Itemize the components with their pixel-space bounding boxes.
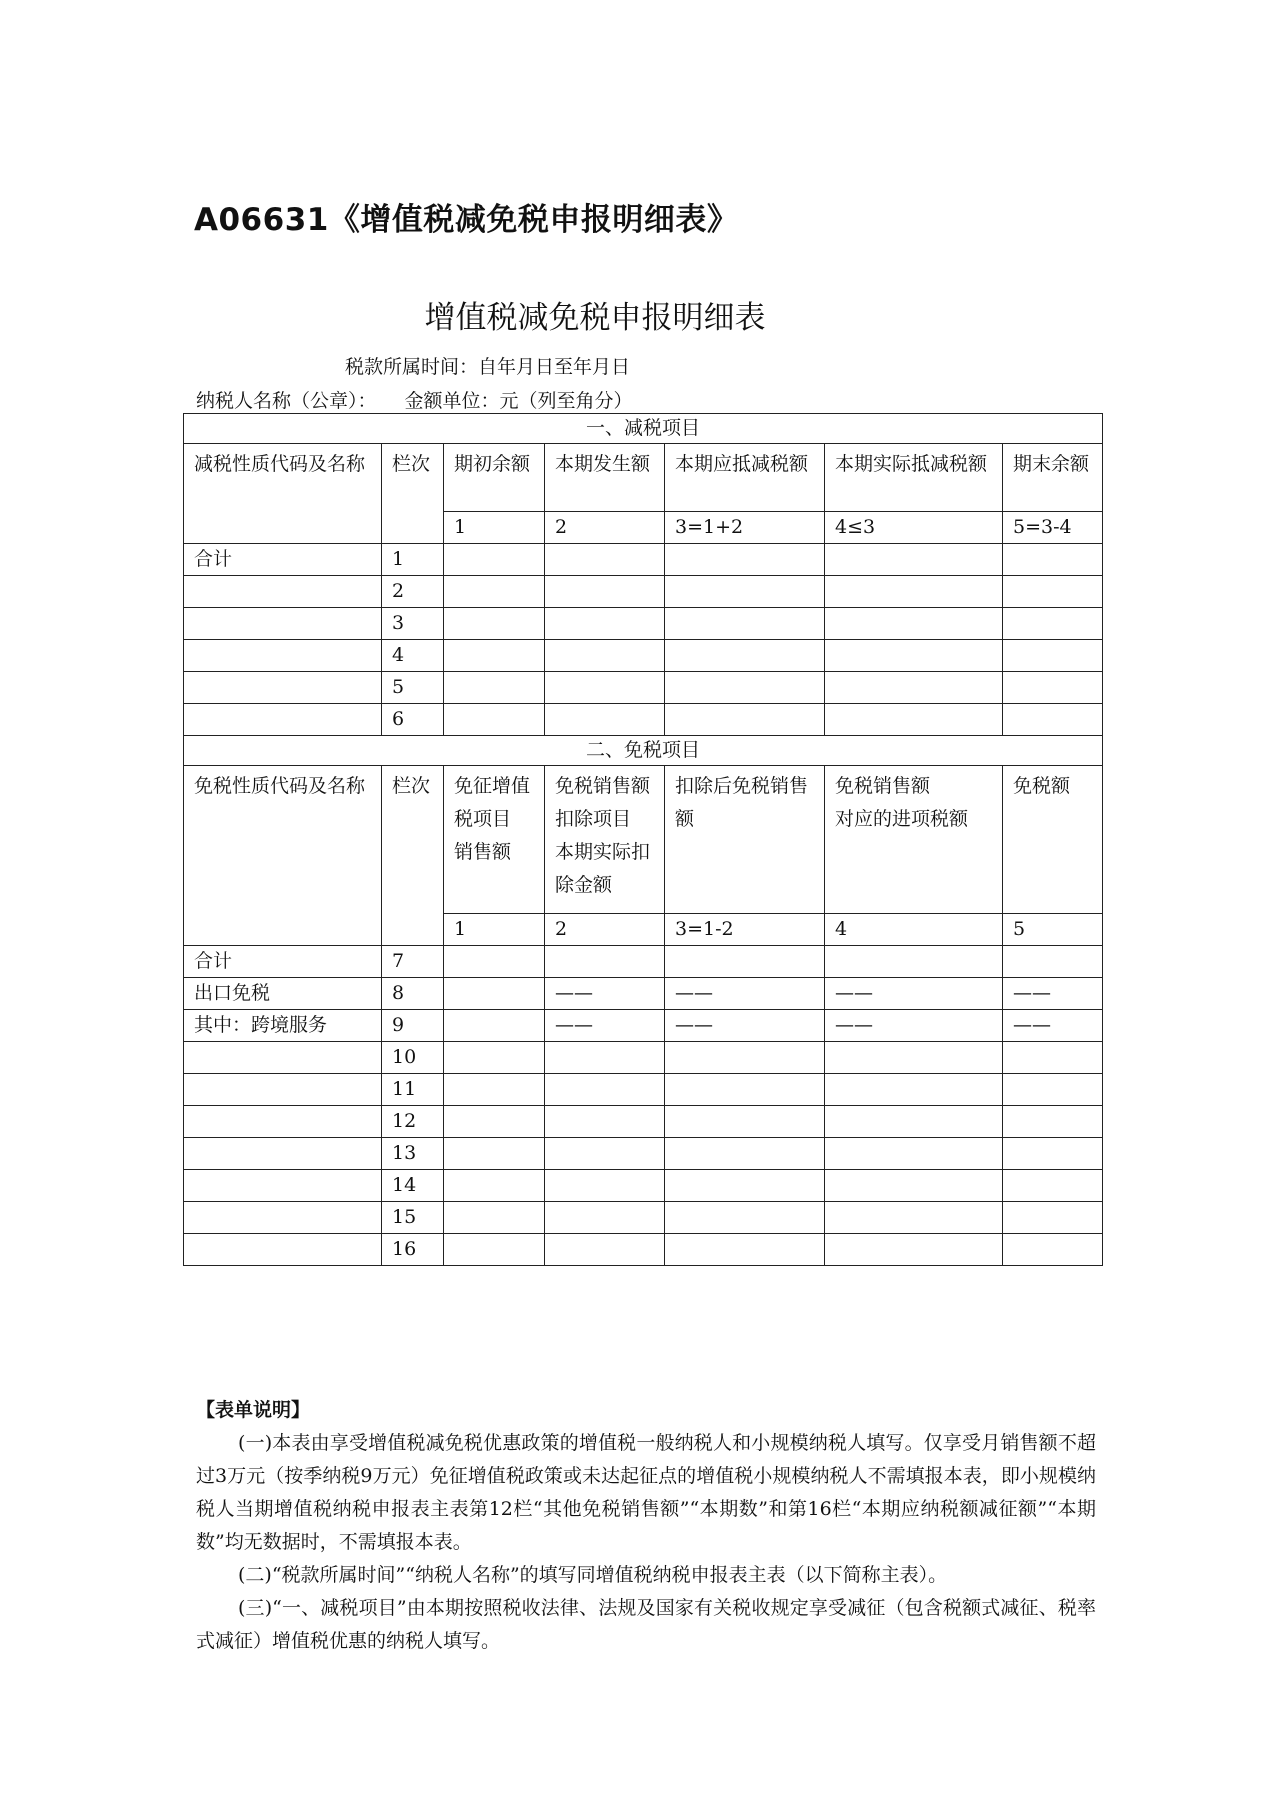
row-line-number: 8 <box>382 978 444 1010</box>
column-number: 3=1+2 <box>665 512 825 544</box>
value-cell[interactable] <box>825 1170 1003 1202</box>
column-header: 本期应抵减税额 <box>665 444 825 512</box>
column-header: 期末余额 <box>1003 444 1103 512</box>
value-cell[interactable] <box>444 1170 545 1202</box>
value-cell[interactable] <box>665 946 825 978</box>
row-name <box>184 640 382 672</box>
value-cell[interactable] <box>545 576 665 608</box>
row-line-number: 7 <box>382 946 444 978</box>
value-cell[interactable] <box>665 608 825 640</box>
value-cell[interactable] <box>665 672 825 704</box>
value-cell[interactable] <box>444 704 545 736</box>
column-number: 3=1-2 <box>665 914 825 946</box>
value-cell[interactable] <box>545 1106 665 1138</box>
table-row <box>184 640 1103 672</box>
table-row <box>184 1234 1103 1266</box>
value-cell[interactable] <box>444 1010 545 1042</box>
column-header: 免税额 <box>1003 766 1103 914</box>
table-row <box>184 1170 1103 1202</box>
value-cell[interactable] <box>1003 1202 1103 1234</box>
column-header: 免税性质代码及名称 <box>184 766 382 946</box>
value-cell[interactable] <box>545 1202 665 1234</box>
row-name: 合计 <box>184 544 382 576</box>
table-row <box>184 704 1103 736</box>
value-cell[interactable]: —— <box>545 978 665 1010</box>
value-cell[interactable] <box>825 608 1003 640</box>
value-cell[interactable] <box>545 672 665 704</box>
value-cell[interactable] <box>444 978 545 1010</box>
value-cell[interactable] <box>444 608 545 640</box>
value-cell[interactable] <box>545 1234 665 1266</box>
declaration-table <box>183 413 1103 1266</box>
value-cell[interactable] <box>444 946 545 978</box>
value-cell[interactable] <box>825 1106 1003 1138</box>
value-cell[interactable] <box>545 946 665 978</box>
row-name <box>184 608 382 640</box>
table-row <box>184 1106 1103 1138</box>
row-name <box>184 1074 382 1106</box>
value-cell[interactable] <box>444 672 545 704</box>
row-line-number: 9 <box>382 1010 444 1042</box>
value-cell[interactable] <box>1003 672 1103 704</box>
column-header: 期初余额 <box>444 444 545 512</box>
value-cell[interactable]: —— <box>825 1010 1003 1042</box>
table-row <box>184 544 1103 576</box>
value-cell[interactable] <box>444 1106 545 1138</box>
value-cell[interactable] <box>665 1170 825 1202</box>
row-line-number: 3 <box>382 608 444 640</box>
row-name <box>184 672 382 704</box>
table-row <box>184 576 1103 608</box>
column-number: 5=3-4 <box>1003 512 1103 544</box>
row-name <box>184 1170 382 1202</box>
row-name: 出口免税 <box>184 978 382 1010</box>
value-cell[interactable] <box>665 704 825 736</box>
column-header: 本期实际抵减税额 <box>825 444 1003 512</box>
value-cell[interactable] <box>444 1234 545 1266</box>
value-cell[interactable]: —— <box>1003 978 1103 1010</box>
value-cell[interactable] <box>665 1202 825 1234</box>
value-cell[interactable] <box>444 1202 545 1234</box>
value-cell[interactable] <box>1003 1042 1103 1074</box>
value-cell[interactable] <box>665 640 825 672</box>
value-cell[interactable]: —— <box>665 978 825 1010</box>
row-name <box>184 704 382 736</box>
value-cell[interactable] <box>444 640 545 672</box>
value-cell[interactable] <box>825 704 1003 736</box>
value-cell[interactable] <box>825 1138 1003 1170</box>
value-cell[interactable] <box>1003 640 1103 672</box>
notes-heading: 【表单说明】 <box>196 1399 311 1421</box>
row-name: 合计 <box>184 946 382 978</box>
table-row <box>184 1202 1103 1234</box>
row-name <box>184 1202 382 1234</box>
value-cell[interactable] <box>545 640 665 672</box>
value-cell[interactable] <box>444 544 545 576</box>
value-cell[interactable] <box>825 640 1003 672</box>
column-header: 本期发生额 <box>545 444 665 512</box>
value-cell[interactable] <box>1003 946 1103 978</box>
row-name <box>184 1106 382 1138</box>
section1-header-row <box>184 444 1103 512</box>
value-cell[interactable] <box>444 1074 545 1106</box>
value-cell[interactable]: —— <box>665 1010 825 1042</box>
row-line-number: 10 <box>382 1042 444 1074</box>
section2-title: 二、免税项目 <box>184 736 1103 766</box>
row-line-number: 16 <box>382 1234 444 1266</box>
value-cell[interactable] <box>665 1042 825 1074</box>
value-cell[interactable] <box>665 544 825 576</box>
value-cell[interactable] <box>665 1106 825 1138</box>
value-cell[interactable] <box>1003 576 1103 608</box>
tax-period-line: 税款所属时间：自年月日至年月日 <box>345 356 631 378</box>
value-cell[interactable] <box>665 1234 825 1266</box>
table-row <box>184 1042 1103 1074</box>
table-row <box>184 1010 1103 1042</box>
row-line-number: 6 <box>382 704 444 736</box>
row-name: 其中：跨境服务 <box>184 1010 382 1042</box>
notes-paragraph: (三)“一、减税项目”由本期按照税收法律、法规及国家有关税收规定享受减征（包含税额式减征、税率式减征）增值税优惠的纳税人填写。 <box>196 1597 1096 1652</box>
notes-paragraph: (二)“税款所属时间”“纳税人名称”的填写同增值税纳税申报表主表（以下简称主表）。 <box>238 1564 948 1586</box>
section2-title-row <box>184 736 1103 766</box>
column-header: 免征增值税项目 销售额 <box>444 766 545 914</box>
column-header: 免税销售额扣除项目 本期实际扣除金额 <box>545 766 665 914</box>
table-row <box>184 946 1103 978</box>
row-name <box>184 1138 382 1170</box>
value-cell[interactable] <box>545 704 665 736</box>
value-cell[interactable] <box>444 1138 545 1170</box>
value-cell[interactable] <box>825 672 1003 704</box>
section1-title-row <box>184 414 1103 444</box>
value-cell[interactable]: —— <box>825 978 1003 1010</box>
taxpayer-line <box>196 386 633 413</box>
row-line-number: 14 <box>382 1170 444 1202</box>
column-number: 4≤3 <box>825 512 1003 544</box>
column-header: 减税性质代码及名称 <box>184 444 382 544</box>
column-header: 栏次 <box>382 444 444 544</box>
value-cell[interactable] <box>1003 1106 1103 1138</box>
value-cell[interactable] <box>1003 704 1103 736</box>
row-line-number: 11 <box>382 1074 444 1106</box>
value-cell[interactable] <box>545 608 665 640</box>
form-title: 增值税减免税申报明细表 <box>424 300 766 336</box>
value-cell[interactable] <box>825 1234 1003 1266</box>
value-cell[interactable]: —— <box>545 1010 665 1042</box>
table-row <box>184 1074 1103 1106</box>
value-cell[interactable] <box>825 946 1003 978</box>
value-cell[interactable] <box>665 1074 825 1106</box>
table-row <box>184 978 1103 1010</box>
row-line-number: 2 <box>382 576 444 608</box>
section1-title: 一、减税项目 <box>184 414 1103 444</box>
value-cell[interactable] <box>545 1170 665 1202</box>
column-number: 4 <box>825 914 1003 946</box>
notes-paragraph: (一)本表由享受增值税减免税优惠政策的增值税一般纳税人和小规模纳税人填写。仅享受月销售额不超过3万元（按季纳税9万元）免征增值税政策或未达起征点的增值税小规模纳税人不需填报本表，即小规模纳税人当期增值税纳税申报表主表第12栏“其他免税销售额”“本期数”和第16栏“本期应纳税额减征额”“本期数”均无数据时，不需填报本表。 <box>196 1432 1096 1553</box>
value-cell[interactable] <box>825 1042 1003 1074</box>
value-cell[interactable] <box>1003 1138 1103 1170</box>
section2-header-row <box>184 766 1103 914</box>
value-cell[interactable] <box>825 1074 1003 1106</box>
row-name <box>184 1234 382 1266</box>
table-row <box>184 1138 1103 1170</box>
row-line-number: 12 <box>382 1106 444 1138</box>
value-cell[interactable] <box>545 1042 665 1074</box>
row-name <box>184 1042 382 1074</box>
value-cell[interactable] <box>825 576 1003 608</box>
column-header: 免税销售额 对应的进项税额 <box>825 766 1003 914</box>
taxpayer-name-label: 纳税人名称（公章）： <box>196 390 377 412</box>
column-number: 1 <box>444 512 545 544</box>
column-header: 栏次 <box>382 766 444 946</box>
value-cell[interactable] <box>545 1138 665 1170</box>
value-cell[interactable] <box>1003 1074 1103 1106</box>
value-cell[interactable] <box>665 576 825 608</box>
row-line-number: 1 <box>382 544 444 576</box>
value-cell[interactable] <box>545 544 665 576</box>
table-row <box>184 672 1103 704</box>
form-notes <box>196 1394 1096 1658</box>
value-cell[interactable] <box>1003 544 1103 576</box>
value-cell[interactable] <box>444 576 545 608</box>
row-line-number: 5 <box>382 672 444 704</box>
column-number: 2 <box>545 512 665 544</box>
value-cell[interactable] <box>825 1202 1003 1234</box>
column-number: 5 <box>1003 914 1103 946</box>
value-cell[interactable] <box>825 544 1003 576</box>
column-number: 1 <box>444 914 545 946</box>
value-cell[interactable]: —— <box>1003 1010 1103 1042</box>
value-cell[interactable] <box>1003 1234 1103 1266</box>
value-cell[interactable] <box>1003 1170 1103 1202</box>
row-line-number: 15 <box>382 1202 444 1234</box>
row-name <box>184 576 382 608</box>
row-line-number: 4 <box>382 640 444 672</box>
row-line-number: 13 <box>382 1138 444 1170</box>
table-row <box>184 608 1103 640</box>
value-cell[interactable] <box>665 1138 825 1170</box>
amount-unit-label: 金额单位：元（列至角分） <box>404 390 633 412</box>
document-title: A06631《增值税减免税申报明细表》 <box>194 202 739 238</box>
column-header: 扣除后免税销售额 <box>665 766 825 914</box>
value-cell[interactable] <box>545 1074 665 1106</box>
value-cell[interactable] <box>444 1042 545 1074</box>
column-number: 2 <box>545 914 665 946</box>
value-cell[interactable] <box>1003 608 1103 640</box>
